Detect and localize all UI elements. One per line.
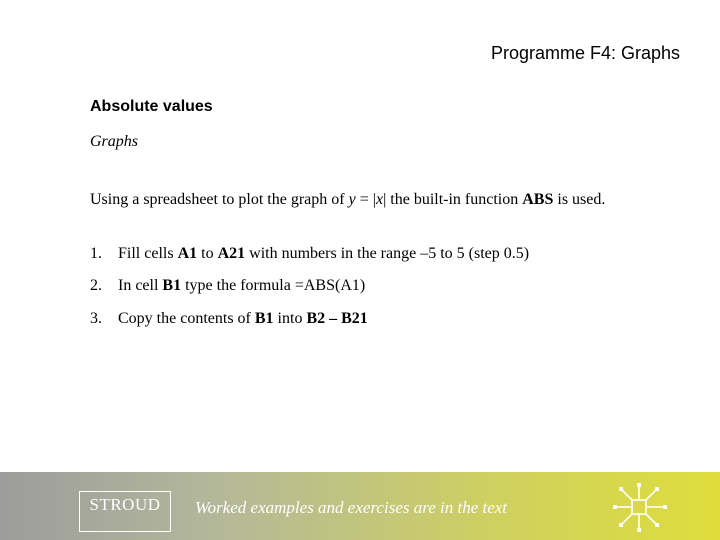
subtitle: Graphs — [90, 133, 139, 150]
step-bold: B2 – B21 — [306, 310, 368, 327]
intro-text-1: Using a spreadsheet to plot the graph of — [90, 191, 349, 208]
step-bold: B1 — [162, 277, 182, 294]
step-number: 1. — [90, 245, 102, 262]
step-bold: A1 — [177, 245, 198, 262]
function-name: ABS — [522, 191, 554, 208]
equation-equals: = | — [355, 191, 376, 208]
intro-text-2: the built-in function — [386, 191, 523, 208]
programme-title: Programme F4: Graphs — [490, 43, 680, 63]
step-text: with numbers in the range –5 to 5 (step 0.5) — [245, 245, 530, 262]
step-bold: B1 — [254, 310, 274, 327]
step-1 — [90, 245, 529, 263]
step-text: Fill cells — [118, 245, 178, 262]
step-text: Copy the contents of — [118, 310, 255, 327]
navigation-hub-icon[interactable] — [612, 482, 668, 534]
stroud-button[interactable] — [79, 491, 171, 532]
equation-x: x — [375, 191, 384, 208]
step-2 — [90, 277, 365, 295]
step-text: into — [273, 310, 307, 327]
step-text: In cell — [118, 277, 163, 294]
equation-close: | — [383, 191, 387, 208]
section-title: Absolute values — [90, 98, 213, 115]
stroud-label: STROUD — [89, 495, 161, 514]
intro-paragraph — [90, 190, 677, 210]
step-bold: A21 — [217, 245, 246, 262]
step-number: 2. — [90, 277, 102, 294]
intro-text-3: is used. — [553, 191, 606, 208]
step-text: to — [197, 245, 218, 262]
step-3 — [90, 310, 368, 328]
footer-bar — [0, 472, 720, 540]
step-number: 3. — [90, 310, 102, 327]
footer-note: Worked examples and exercises are in the text — [195, 498, 508, 517]
step-text: type the formula =ABS(A1) — [181, 277, 366, 294]
equation-y: y — [348, 191, 356, 208]
